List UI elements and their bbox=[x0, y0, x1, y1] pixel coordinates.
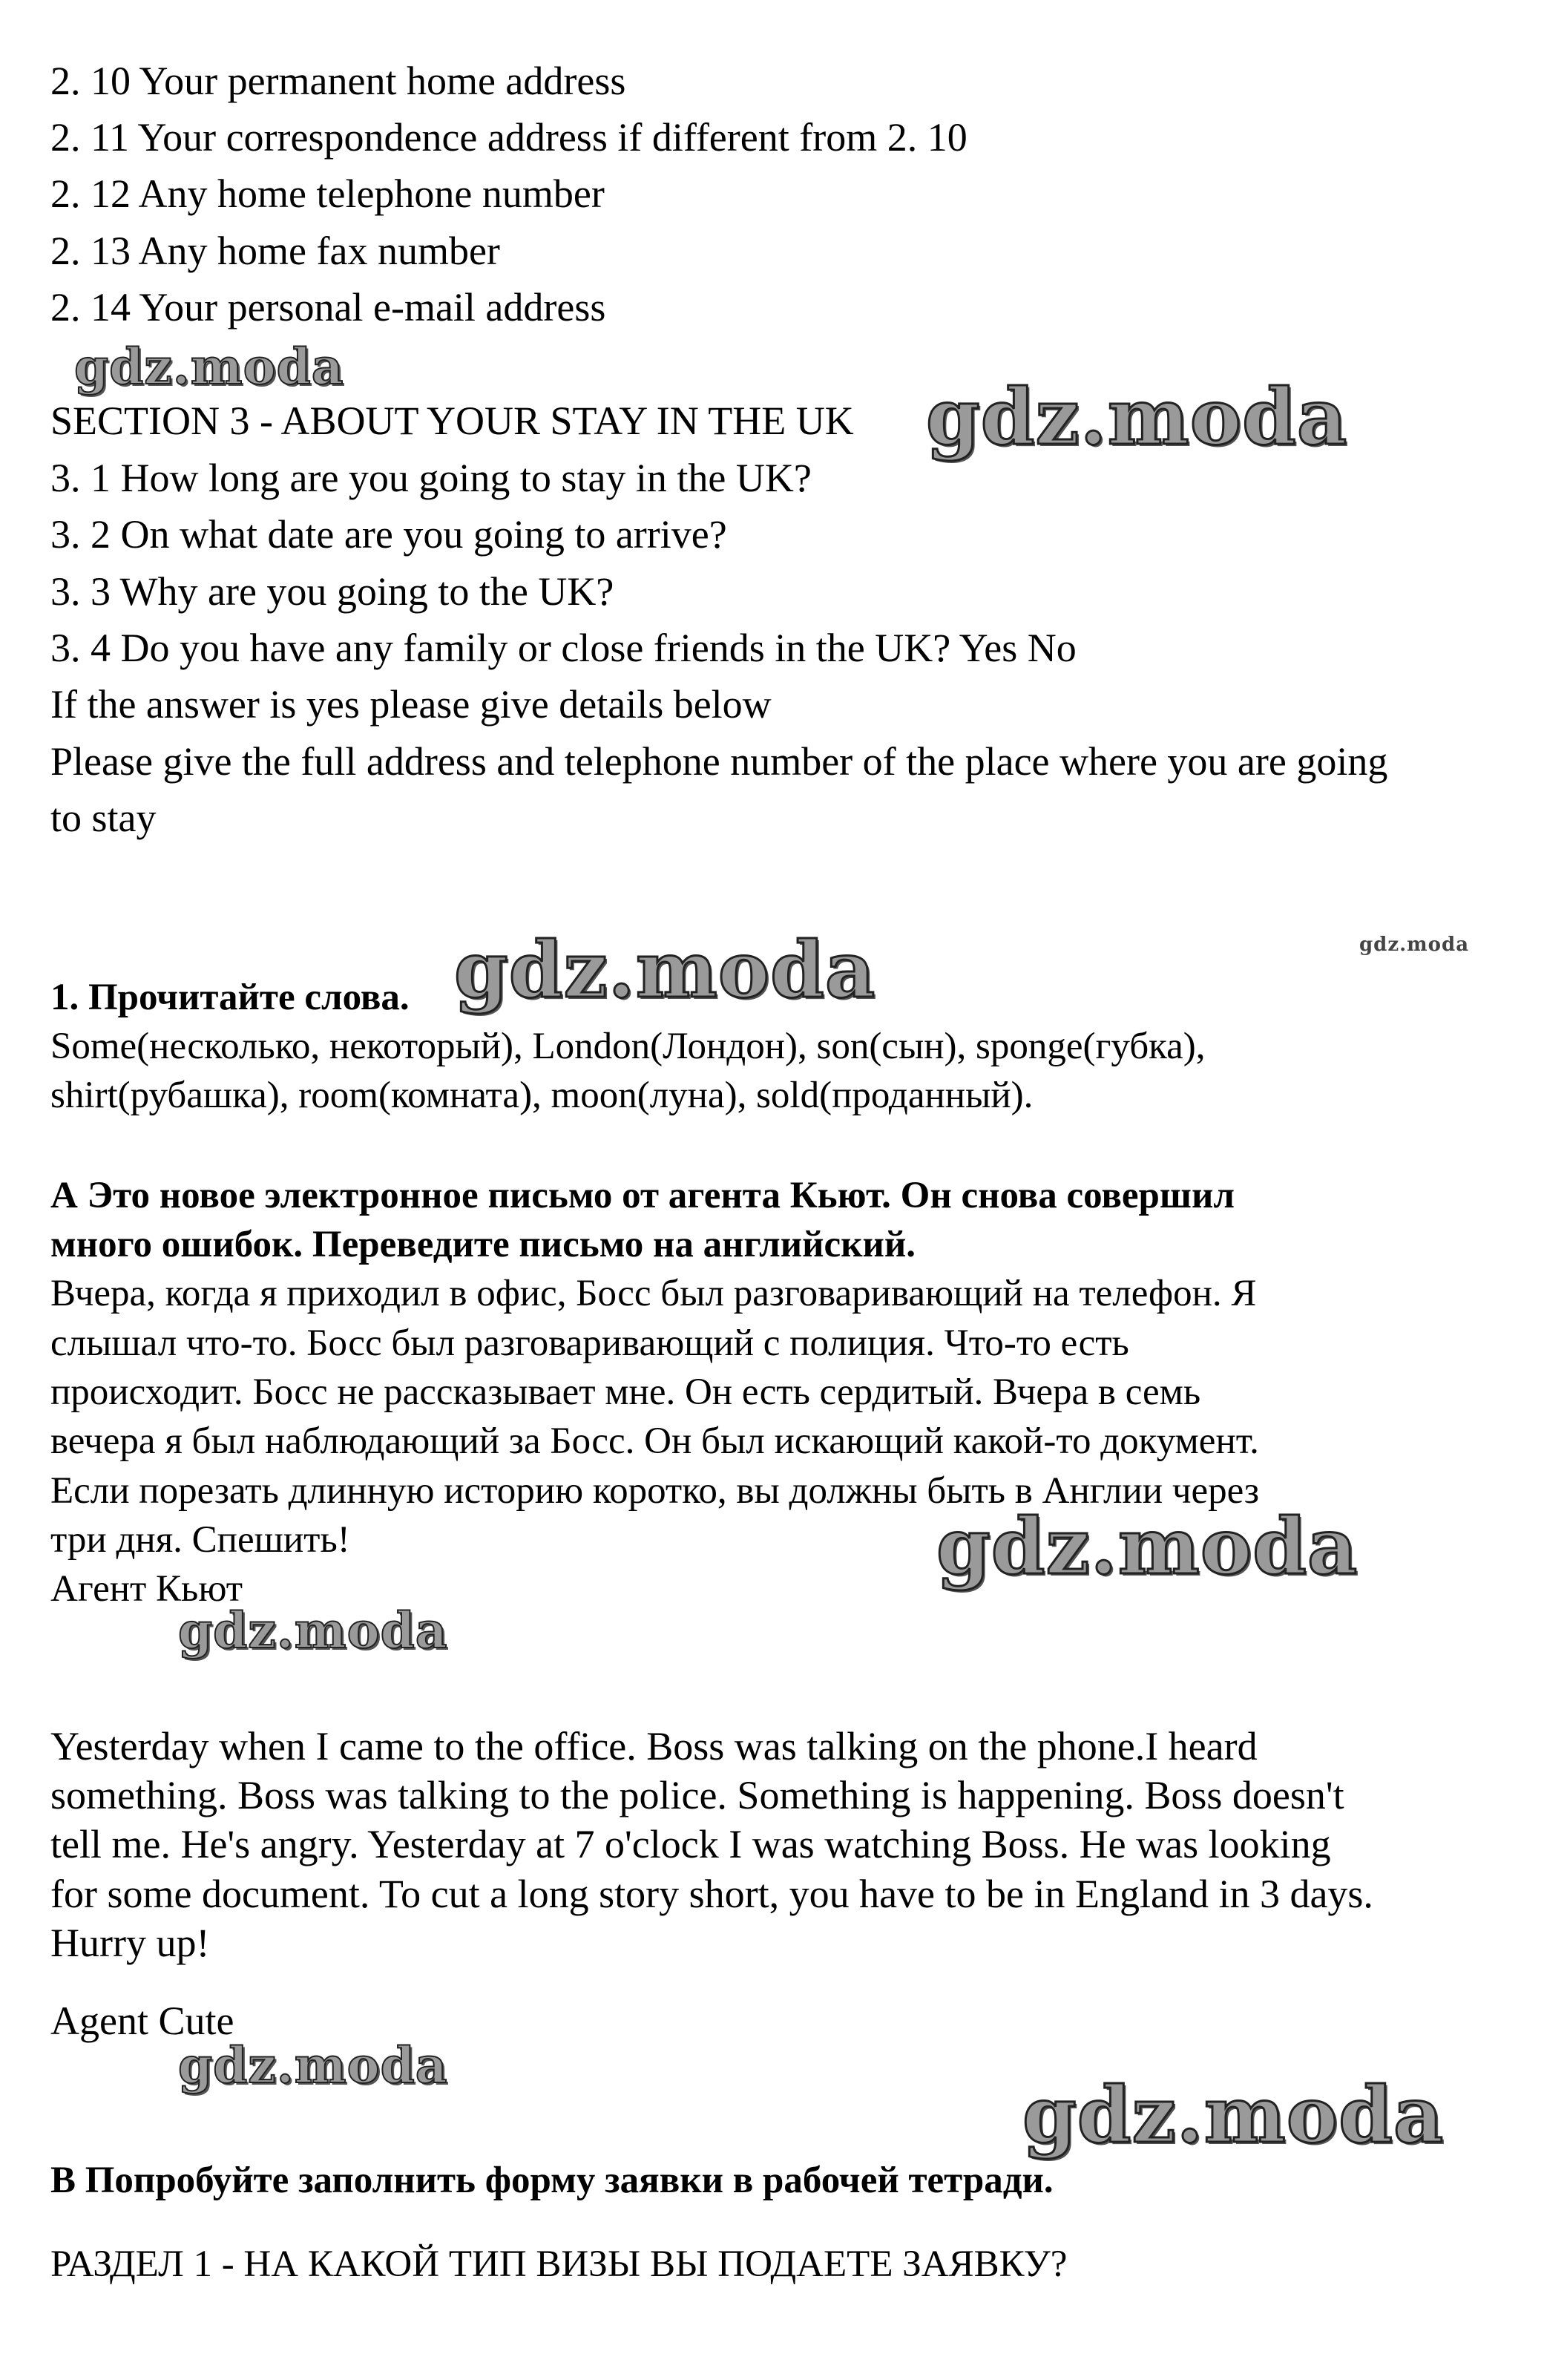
letter-line: три дня. Спешить! bbox=[50, 1519, 350, 1561]
exerciseA-title: А Это новое электронное письмо от агента Кьют. Он снова совершил bbox=[50, 1175, 1235, 1216]
section3-item-address-cont: to stay bbox=[50, 796, 157, 840]
form-item-2-14: 2. 14 Your personal e-mail address bbox=[50, 285, 606, 330]
section3-item-address: Please give the full address and telephone number of the place where you are going bbox=[50, 739, 1388, 784]
exercise1-line: Some(несколько, некоторый), London(Лондон), son(сын), sponge(губка), bbox=[50, 1026, 1206, 1067]
exercise1-title: 1. Прочитайте слова. bbox=[50, 977, 410, 1018]
exercise1-line: shirt(рубашка), room(комната), moon(луна), sold(проданный). bbox=[50, 1075, 1034, 1116]
exerciseA-title: много ошибок. Переведите письмо на английский. bbox=[50, 1224, 916, 1265]
watermark: gdz.moda bbox=[178, 2036, 448, 2094]
answer-line: Hurry up! bbox=[50, 1921, 210, 1965]
letter-signature: Агент Кьют bbox=[50, 1568, 243, 1610]
exerciseB-section1: РАЗДЕЛ 1 - НА КАКОЙ ТИП ВИЗЫ ВЫ ПОДАЕТЕ ЗАЯВКУ? bbox=[50, 2243, 1068, 2285]
answer-signature: Agent Cute bbox=[50, 1999, 234, 2043]
letter-line: происходит. Босс не рассказывает мне. Он есть сердитый. Вчера в семь bbox=[50, 1371, 1201, 1413]
letter-line: слышал что-то. Босс был разговаривающий с полиция. Что-то есть bbox=[50, 1322, 1129, 1364]
watermark: gdz.moda bbox=[74, 338, 344, 396]
answer-line: tell me. He's angry. Yesterday at 7 o'clock I was watching Boss. He was looking bbox=[50, 1822, 1331, 1866]
letter-line: Вчера, когда я приходил в офис, Босс был разговаривающий на телефон. Я bbox=[50, 1273, 1257, 1314]
form-item-2-12: 2. 12 Any home telephone number bbox=[50, 171, 605, 216]
section3-item-2: 3. 2 On what date are you going to arrive? bbox=[50, 512, 727, 557]
watermark: gdz.moda bbox=[1359, 934, 1470, 956]
answer-line: something. Boss was talking to the police. Something is happening. Boss doesn't bbox=[50, 1773, 1344, 1817]
section3-item-details: If the answer is yes please give details below bbox=[50, 682, 772, 727]
section3-item-3: 3. 3 Why are you going to the UK? bbox=[50, 569, 614, 614]
form-item-2-11: 2. 11 Your correspondence address if different from 2. 10 bbox=[50, 115, 968, 160]
section3-item-1: 3. 1 How long are you going to stay in the UK? bbox=[50, 456, 812, 500]
letter-line: Если порезать длинную историю коротко, вы должны быть в Англии через bbox=[50, 1470, 1260, 1512]
watermark: gdz.moda bbox=[1022, 2069, 1445, 2160]
answer-line: Yesterday when I came to the office. Boss was talking on the phone.I heard bbox=[50, 1724, 1258, 1768]
form-item-2-10: 2. 10 Your permanent home address bbox=[50, 59, 626, 103]
watermark: gdz.moda bbox=[936, 1501, 1359, 1592]
form-item-2-13: 2. 13 Any home fax number bbox=[50, 229, 500, 273]
letter-line: вечера я был наблюдающий за Босс. Он был искающий какой-то документ. bbox=[50, 1420, 1259, 1462]
watermark: gdz.moda bbox=[178, 1602, 448, 1659]
section3-heading: SECTION 3 - ABOUT YOUR STAY IN THE UK bbox=[50, 399, 854, 443]
answer-line: for some document. To cut a long story short, you have to be in England in 3 days. bbox=[50, 1872, 1373, 1916]
section3-item-4: 3. 4 Do you have any family or close friends in the UK? Yes No bbox=[50, 626, 1077, 670]
exerciseB-title: В Попробуйте заполнить форму заявки в рабочей тетради. bbox=[50, 2160, 1054, 2201]
watermark: gdz.moda bbox=[926, 371, 1348, 462]
watermark: gdz.moda bbox=[454, 924, 876, 1015]
